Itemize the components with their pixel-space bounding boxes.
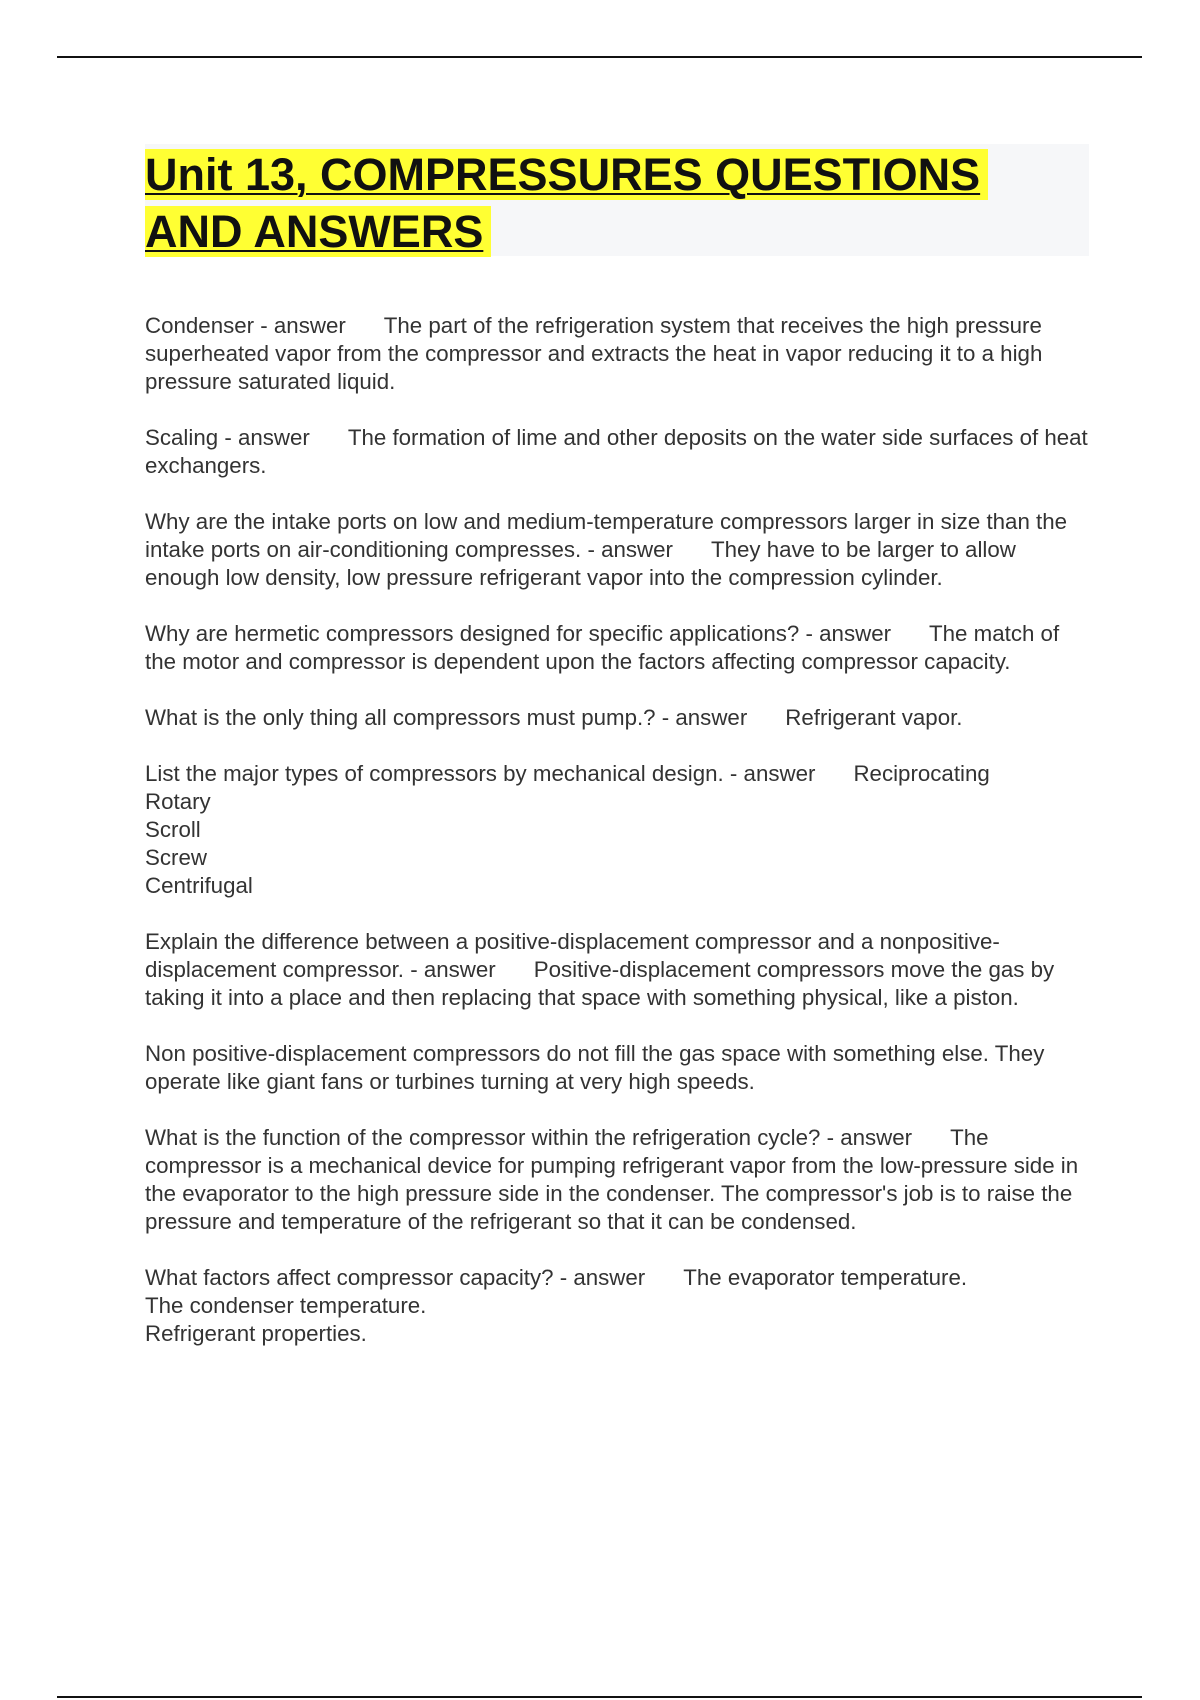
title-line-2: AND ANSWERS [145,206,491,257]
qa-item [145,760,1095,900]
answer-text: They have to be larger to allow enough low density, low pressure refrigerant vapor into the compression cylinder. [145,537,1016,590]
question-text: Explain the difference between a positive-displacement compressor and a nonpositive-displacement compressor. - answer [145,929,1000,982]
question-text: Scaling - answer [145,425,310,450]
qa-item [145,704,1095,732]
answer-text: Reciprocating Rotary Scroll Screw Centrifugal [145,761,990,898]
question-text: What factors affect compressor capacity? - answer [145,1265,646,1290]
qa-item [145,1264,1095,1348]
question-text: What is the function of the compressor within the refrigeration cycle? - answer [145,1125,913,1150]
qa-item [145,508,1095,592]
answer-text: Refrigerant vapor. [785,705,963,730]
bottom-rule [57,1696,1142,1698]
qa-item [145,928,1095,1012]
qa-item [145,620,1095,676]
answer-text: The match of the motor and compressor is dependent upon the factors affecting compressor capacity. [145,621,1060,674]
question-text: Why are the intake ports on low and medium-temperature compressors larger in size than the intake ports on air-conditioning compresses. - answer [145,509,1068,562]
qa-item-continuation [145,1040,1095,1096]
qa-item [145,312,1095,396]
qa-item [145,1124,1095,1236]
answer-text: The compressor is a mechanical device for pumping refrigerant vapor from the low-pressure side in the evaporator to the high pressure side in the condenser. The compressor's job is to raise the pressure and temperature of the refrigerant so that it can be condensed. [145,1125,1079,1234]
page-title [145,146,988,260]
question-text: Why are hermetic compressors designed for specific applications? - answer [145,621,892,646]
answer-text: The evaporator temperature. The condenser temperature. Refrigerant properties. [145,1265,968,1346]
question-text: List the major types of compressors by mechanical design. - answer [145,761,816,786]
question-text: What is the only thing all compressors must pump.? - answer [145,705,748,730]
answer-text: Non positive-displacement compressors do not fill the gas space with something else. They operate like giant fans or turbines turning at very high speeds. [145,1041,1045,1094]
title-line-1: Unit 13, COMPRESSURES QUESTIONS [145,149,988,200]
qa-item [145,424,1095,480]
question-text: Condenser - answer [145,313,346,338]
answer-text: The part of the refrigeration system that receives the high pressure superheated vapor from the compressor and extracts the heat in vapor reducing it to a high pressure saturated liquid. [145,313,1043,394]
top-rule [57,56,1142,58]
qa-list [145,312,1095,1376]
answer-text: Positive-displacement compressors move the gas by taking it into a place and then replacing that space with something physical, like a piston. [145,957,1055,1010]
answer-text: The formation of lime and other deposits on the water side surfaces of heat exchangers. [145,425,1088,478]
